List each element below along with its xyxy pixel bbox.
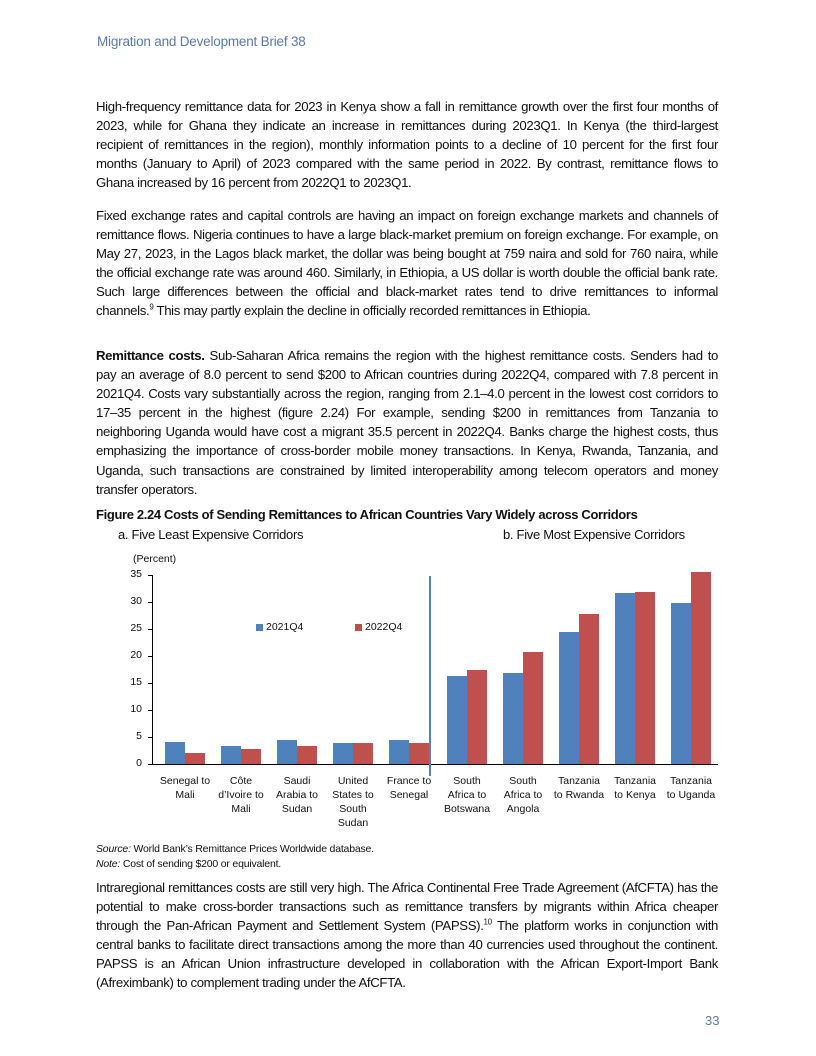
y-tick-label: 30: [130, 595, 142, 607]
note-text: Cost of sending $200 or equivalent.: [120, 858, 282, 870]
y-tick-mark: [148, 764, 152, 765]
legend-label: 2022Q4: [365, 621, 403, 633]
panel-a-title: a. Five Least Expensive Corridors: [118, 527, 304, 542]
x-tick-label: Senegal to Mali: [159, 775, 211, 801]
x-tick-label: France to Senegal: [386, 775, 432, 801]
paragraph-text: This may partly explain the decline in officially recorded remittances in Ethiopia.: [153, 303, 591, 319]
y-tick-mark: [148, 737, 152, 738]
legend-label: 2021Q4: [266, 621, 304, 633]
y-tick-mark: [148, 602, 152, 603]
x-tick-label: Tanzania to Kenya: [613, 775, 657, 801]
bar-2022q4: [185, 753, 205, 764]
x-tick-label: South Africa to Angola: [503, 775, 543, 815]
bar-2022q4: [635, 592, 655, 764]
bar-2022q4: [523, 652, 543, 764]
y-tick-label: 25: [130, 622, 142, 634]
y-tick-mark: [148, 656, 152, 657]
paragraph-lead: Remittance costs.: [96, 348, 205, 363]
bar-2021q4: [447, 676, 467, 764]
y-axis: [152, 575, 153, 765]
paragraph-exchange-rates: [96, 206, 718, 321]
page-number: 33: [705, 1013, 720, 1028]
x-tick-label: Tanzania to Rwanda: [553, 775, 605, 801]
note-label: Note:: [96, 858, 121, 870]
panel-b-title: b. Five Most Expensive Corridors: [503, 527, 685, 542]
bar-2022q4: [691, 572, 711, 764]
figure-source-note: [96, 842, 374, 872]
bar-2021q4: [221, 746, 241, 764]
y-tick-mark: [148, 629, 152, 630]
footnote-ref-10[interactable]: 10: [483, 917, 492, 927]
y-tick-label: 20: [130, 649, 142, 661]
y-tick-mark: [148, 710, 152, 711]
bar-2022q4: [409, 743, 429, 764]
y-tick-mark: [148, 575, 152, 576]
bar-2022q4: [241, 749, 261, 764]
bar-2021q4: [671, 603, 691, 764]
x-tick-label: South Africa to Botswana: [443, 775, 491, 815]
source-text: World Bank’s Remittance Prices Worldwide database.: [130, 843, 374, 855]
legend-swatch-blue: [256, 624, 263, 631]
paragraph-kenya-ghana: High-frequency remittance data for 2023 in Kenya show a fall in remittance growth over the first four months of 2023, while for Ghana they indicate an increase in remittances during 2023Q1. In Kenya (the third-largest recipient of remittances in the region), monthly information points to a decline of 10 percent for the first four months (January to April) of 2023 compared with the same period in 2022. By contrast, remittance flows to Ghana increased by 16 percent from 2022Q1 to 2023Q1.: [96, 99, 718, 191]
figure-title: Figure 2.24 Costs of Sending Remittances to African Countries Vary Widely across Corridors: [96, 507, 638, 522]
bar-2021q4: [277, 740, 297, 764]
paragraph-text: Intraregional remittances costs are still very high. The Africa Continental Free Trade Agreement (AfCFTA) has the potential to make cross-border transactions such as remittance transfers by migrants within Africa cheaper through the Pan-African Payment and Settlement System (PAPSS).: [96, 880, 718, 934]
paragraph-remittance-costs: [96, 346, 718, 499]
bar-2021q4: [503, 673, 523, 764]
bar-2022q4: [297, 746, 317, 764]
x-tick-label: Côte d’Ivoire to Mali: [218, 775, 264, 815]
y-tick-label: 5: [136, 730, 142, 742]
bar-2021q4: [389, 740, 409, 764]
bar-2022q4: [579, 614, 599, 764]
y-tick-label: 35: [130, 568, 142, 580]
paragraph-text: The platform works in conjunction with central banks to facilitate direct transactions among the more than 40 currencies used throughout the continent. PAPSS is an African Union infrastructure developed in collaboration with the African Export-Import Bank (Afreximbank) to complement trading under the AfCFTA.: [96, 918, 718, 991]
bar-2021q4: [165, 742, 185, 764]
bar-2021q4: [559, 632, 579, 764]
panel-divider: [429, 576, 431, 776]
legend-item-2022q4: [355, 621, 402, 633]
footnote-ref-9[interactable]: 9: [149, 303, 154, 313]
x-axis: [152, 764, 718, 765]
bar-2021q4: [333, 743, 353, 764]
legend-item-2021q4: [256, 621, 303, 633]
y-axis-label: (Percent): [133, 553, 177, 565]
paragraph-afcfta: [96, 878, 718, 993]
x-tick-label: Tanzania to Uganda: [666, 775, 716, 801]
y-tick-label: 0: [136, 757, 142, 769]
bar-2022q4: [467, 670, 487, 764]
x-tick-label: Saudi Arabia to Sudan: [275, 775, 319, 815]
y-tick-mark: [148, 683, 152, 684]
source-label: Source:: [96, 843, 131, 855]
running-header: Migration and Development Brief 38: [97, 34, 306, 49]
paragraph-text: Fixed exchange rates and capital controls are having an impact on foreign exchange markets and channels of remittance flows. Nigeria continues to have a large black-market premium on foreign exchange. For example, on May 27, 2023, in the Lagos black market, the dollar was being bought at 759 naira and sold for 760 naira, while the official exchange rate was around 460. Similarly, in Ethiopia, a US dollar is worth double the official bank rate. Such large differences between the official and black-market rates tend to drive remittances to informal channels.: [96, 208, 718, 319]
x-tick-label: United States to South Sudan: [332, 775, 374, 829]
paragraph-text: Sub-Saharan Africa remains the region with the highest remittance costs. Senders had to pay an average of 8.0 percent to send $200 to African countries during 2022Q4, compared with 7.8 percent in 2021Q4. Costs vary substantially across the region, ranging from 2.1–4.0 percent in the lowest cost corridors to 17–35 percent in the highest (figure 2.24) For example, sending $200 in remittances from Tanzania to neighboring Uganda would have cost a migrant 35.5 percent in 2022Q4. Banks charge the highest costs, thus emphasizing the importance of cross-border mobile money transactions. In Kenya, Rwanda, Tanzania, and Uganda, such transactions are constrained by limited interoperability among telecom operators and money transfer operators.: [96, 348, 718, 497]
y-tick-label: 10: [130, 703, 142, 715]
legend-swatch-red: [355, 624, 362, 631]
bar-2021q4: [615, 593, 635, 764]
y-tick-label: 15: [130, 676, 142, 688]
bar-2022q4: [353, 743, 373, 764]
